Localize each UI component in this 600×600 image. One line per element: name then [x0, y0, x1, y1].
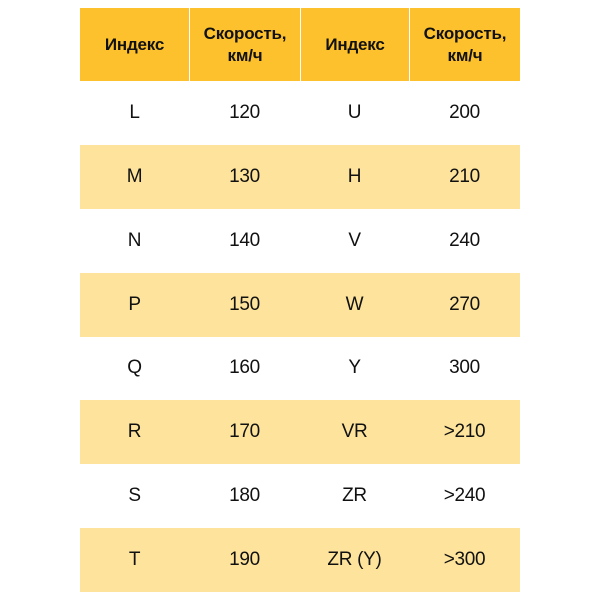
- table-cell: 240: [409, 209, 520, 273]
- table-cell: >210: [409, 400, 520, 464]
- header-cell: Индекс: [300, 8, 409, 81]
- table-cell: T: [80, 528, 189, 592]
- table-cell: L: [80, 81, 189, 145]
- table-cell: 160: [189, 337, 300, 401]
- table-cell: N: [80, 209, 189, 273]
- table-cell: 170: [189, 400, 300, 464]
- table-cell: 180: [189, 464, 300, 528]
- table-cell: Y: [300, 337, 409, 401]
- table-cell: ZR (Y): [300, 528, 409, 592]
- table-cell: 190: [189, 528, 300, 592]
- header-cell: Скорость, км/ч: [189, 8, 300, 81]
- table-cell: W: [300, 273, 409, 337]
- table-cell: >240: [409, 464, 520, 528]
- table-cell: S: [80, 464, 189, 528]
- table-cell: V: [300, 209, 409, 273]
- table-cell: 140: [189, 209, 300, 273]
- table-cell: M: [80, 145, 189, 209]
- table-cell: 300: [409, 337, 520, 401]
- table-cell: 270: [409, 273, 520, 337]
- table-cell: 210: [409, 145, 520, 209]
- header-cell: Скорость, км/ч: [409, 8, 520, 81]
- table-cell: ZR: [300, 464, 409, 528]
- table-cell: R: [80, 400, 189, 464]
- table-cell: H: [300, 145, 409, 209]
- speed-index-table: [80, 8, 520, 592]
- table-cell: 150: [189, 273, 300, 337]
- table-cell: >300: [409, 528, 520, 592]
- table-cell: VR: [300, 400, 409, 464]
- table-cell: 130: [189, 145, 300, 209]
- table-cell: 120: [189, 81, 300, 145]
- table-cell: Q: [80, 337, 189, 401]
- table-cell: 200: [409, 81, 520, 145]
- table-cell: U: [300, 81, 409, 145]
- header-cell: Индекс: [80, 8, 189, 81]
- table-cell: P: [80, 273, 189, 337]
